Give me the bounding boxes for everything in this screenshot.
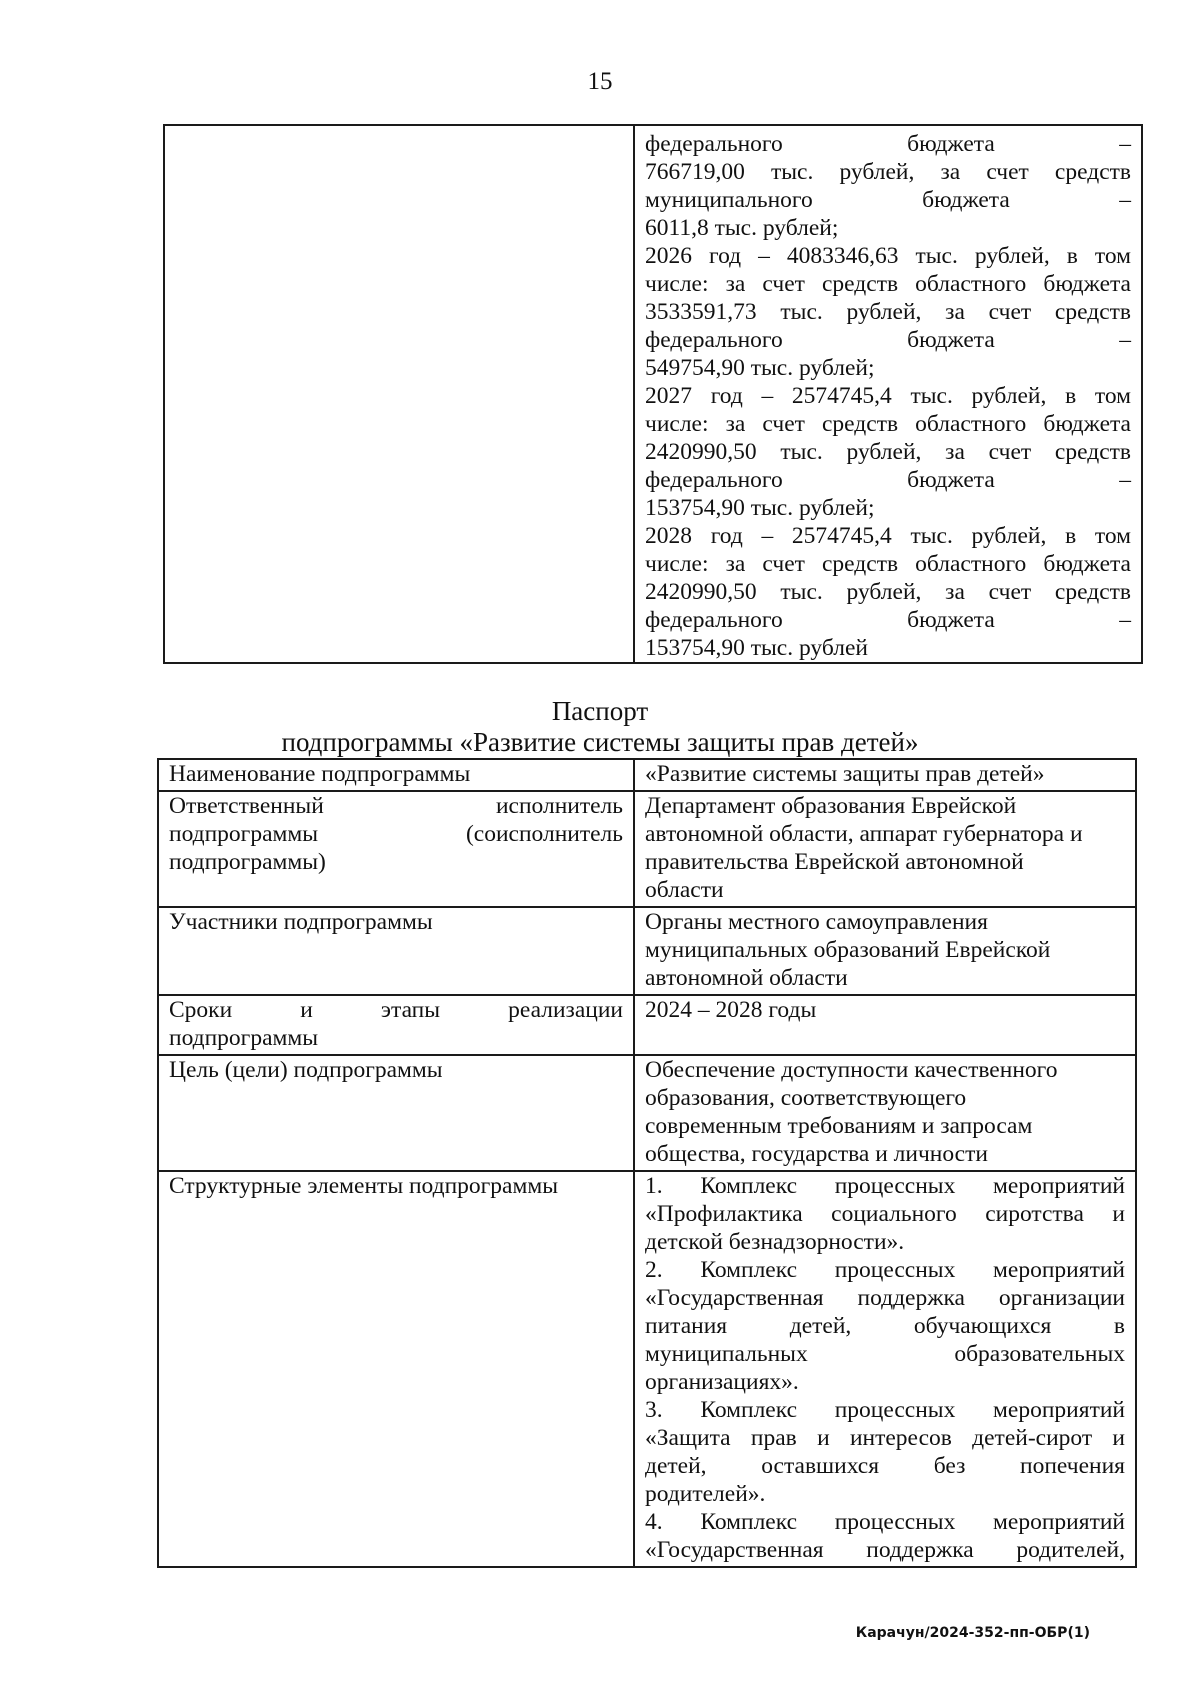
row-value-cell — [634, 1055, 1136, 1171]
row-value-cell — [634, 907, 1136, 995]
table-row — [158, 995, 1136, 1055]
table-row — [158, 1055, 1136, 1171]
row-label: Структурные элементы подпрограммы — [169, 1173, 559, 1199]
funding-line: 2028 год – 2574745,4 тыс. рублей, в том — [645, 523, 1131, 549]
passport-title: Паспорт — [551, 696, 649, 726]
row-value: детской безнадзорности». — [645, 1229, 905, 1255]
funding-line: муниципального бюджета – — [645, 187, 1131, 213]
row-value: автономной области, аппарат губернатора и — [645, 821, 1083, 847]
row-value: общества, государства и личности — [645, 1141, 988, 1167]
table-row — [158, 791, 1136, 907]
funding-line: 766719,00 тыс. рублей, за счет средств — [645, 159, 1131, 185]
funding-line: федерального бюджета – — [645, 607, 1131, 633]
row-value: «Государственная поддержка родителей, — [645, 1537, 1125, 1563]
row-label-cell — [158, 791, 634, 907]
row-label: Наименование подпрограммы — [169, 761, 471, 787]
funding-line: 153754,90 тыс. рублей — [645, 635, 868, 661]
row-label-cell — [158, 995, 634, 1055]
row-value: правительства Еврейской автономной — [645, 849, 1024, 875]
table-row — [158, 1171, 1136, 1567]
funding-line: числе: за счет средств областного бюджета — [645, 271, 1131, 297]
funding-line: федерального бюджета – — [645, 327, 1131, 353]
row-value: Органы местного самоуправления — [645, 909, 988, 935]
row-value: «Государственная поддержка организации — [645, 1285, 1125, 1311]
row-label: Сроки и этапы реализации — [169, 997, 623, 1023]
row-value: области — [645, 877, 724, 903]
passport-table — [157, 758, 1137, 1568]
row-value-cell — [634, 1171, 1136, 1567]
row-value-cell — [634, 791, 1136, 907]
row-value: муниципальных образовательных — [645, 1341, 1125, 1367]
row-label: Участники подпрограммы — [169, 909, 433, 935]
row-label: подпрограммы) — [169, 849, 326, 875]
row-label: подпрограммы (соисполнитель — [169, 821, 623, 847]
row-value: «Защита прав и интересов детей-сирот и — [645, 1425, 1125, 1451]
row-value: Департамент образования Еврейской — [645, 793, 1017, 819]
funding-line: числе: за счет средств областного бюджета — [645, 551, 1131, 577]
row-value: организациях». — [645, 1369, 799, 1395]
row-value: муниципальных образований Еврейской — [645, 937, 1051, 963]
row-value: «Профилактика социального сиротства и — [645, 1201, 1125, 1227]
row-value: 2024 – 2028 годы — [645, 997, 817, 1023]
table-row — [158, 759, 1136, 791]
row-value: питания детей, обучающихся в — [645, 1313, 1125, 1339]
row-label: подпрограммы — [169, 1025, 319, 1051]
row-label-cell — [158, 907, 634, 995]
funding-line: 3533591,73 тыс. рублей, за счет средств — [645, 299, 1131, 325]
row-value: 3. Комплекс процессных мероприятий — [645, 1397, 1125, 1423]
row-value: Обеспечение доступности качественного — [645, 1057, 1058, 1083]
row-value: 1. Комплекс процессных мероприятий — [645, 1173, 1125, 1199]
row-value: автономной области — [645, 965, 848, 991]
table-row — [164, 125, 1142, 663]
funding-line: 2420990,50 тыс. рублей, за счет средств — [645, 439, 1131, 465]
passport-subtitle: подпрограммы «Развитие системы защиты прав детей» — [281, 727, 919, 757]
row-value: родителей». — [645, 1481, 766, 1507]
funding-line: федерального бюджета – — [645, 131, 1131, 157]
row-value-cell — [634, 995, 1136, 1055]
row-value: образования, соответствующего — [645, 1085, 967, 1111]
funding-line: числе: за счет средств областного бюджета — [645, 411, 1131, 437]
row-value: 2. Комплекс процессных мероприятий — [645, 1257, 1125, 1283]
row-value: «Развитие системы защиты прав детей» — [645, 761, 1045, 787]
funding-line: 6011,8 тыс. рублей; — [645, 215, 839, 241]
row-value: современным требованиям и запросам — [645, 1113, 1033, 1139]
row-label-cell — [158, 759, 634, 791]
table-row — [158, 907, 1136, 995]
row-value-cell — [634, 759, 1136, 791]
funding-line: федерального бюджета – — [645, 467, 1131, 493]
document-code: Карачун/2024-352-пп-ОБР(1) — [855, 1625, 1090, 1641]
page-number: 15 — [587, 68, 613, 95]
funding-line: 549754,90 тыс. рублей; — [645, 355, 875, 381]
row-value: детей, оставшихся без попечения — [645, 1453, 1125, 1479]
funding-line: 153754,90 тыс. рублей; — [645, 495, 875, 521]
row-label-cell — [158, 1055, 634, 1171]
empty-label-cell — [164, 125, 634, 663]
funding-line: 2027 год – 2574745,4 тыс. рублей, в том — [645, 383, 1131, 409]
funding-text-cell — [634, 125, 1142, 663]
row-label: Ответственный исполнитель — [169, 793, 623, 819]
row-value: 4. Комплекс процессных мероприятий — [645, 1509, 1125, 1535]
funding-line: 2026 год – 4083346,63 тыс. рублей, в том — [645, 243, 1131, 269]
row-label-cell — [158, 1171, 634, 1567]
funding-line: 2420990,50 тыс. рублей, за счет средств — [645, 579, 1131, 605]
funding-continuation-table — [163, 124, 1143, 664]
row-label: Цель (цели) подпрограммы — [169, 1057, 443, 1083]
